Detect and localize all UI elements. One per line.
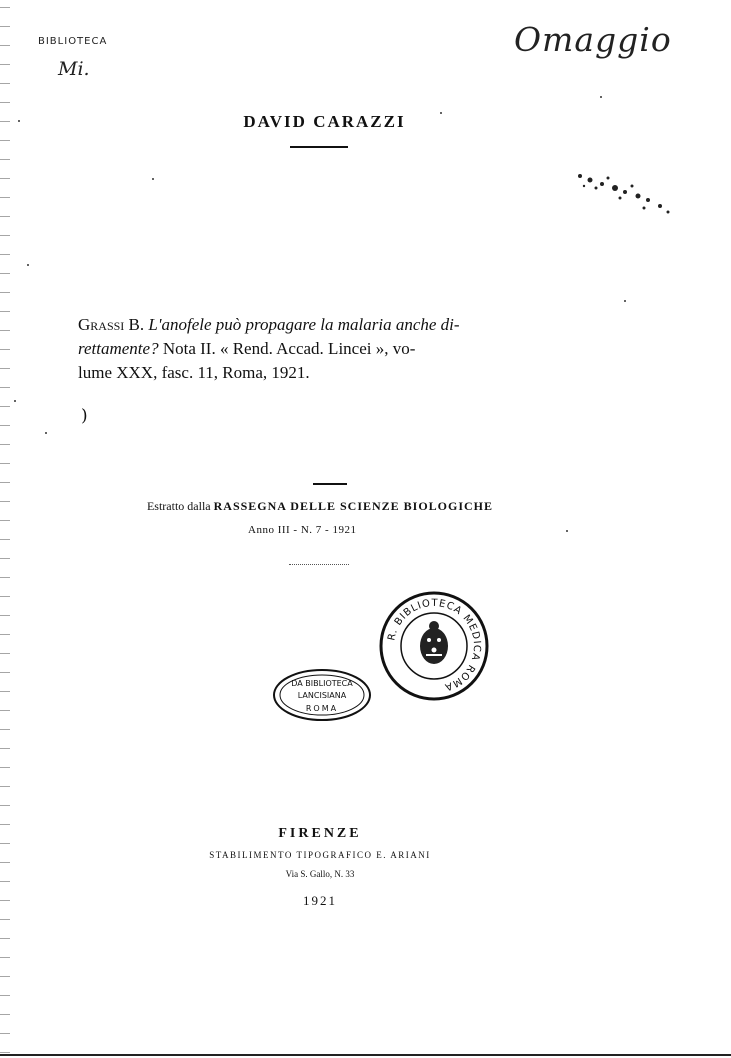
oval-stamp-line-2: LANCISIANA — [297, 691, 347, 700]
journal-issue: Anno III - N. 7 - 1921 — [248, 524, 357, 536]
handwritten-dedication: Omaggio — [514, 20, 672, 59]
library-oval-stamp — [272, 668, 372, 722]
author-divider — [290, 146, 348, 148]
citation-line-3 — [78, 361, 598, 385]
imprint-year: 1921 — [303, 893, 337, 908]
offprint-prefix: Estratto dalla — [146, 499, 211, 513]
library-stamp-label: BIBLIOTECA — [38, 36, 108, 47]
scan-speck — [14, 400, 16, 402]
ink-smudge — [560, 158, 680, 218]
scan-speck — [152, 178, 154, 180]
cited-title-part-1: L'anofele può propagare la malaria anche di- — [148, 315, 460, 334]
citation-line-1 — [78, 313, 598, 337]
scan-speck — [600, 96, 602, 98]
handwritten-shelf-mark: Mi. — [58, 58, 90, 80]
offprint-note — [0, 499, 640, 514]
scan-speck — [27, 264, 29, 266]
margin-mark: ) — [81, 406, 88, 426]
imprint-address: Via S. Gallo, N. 33 — [285, 869, 355, 879]
citation-line-2 — [78, 337, 598, 361]
round-stamp-text: R. BIBLIOTECA MEDICA ROMA — [386, 597, 483, 693]
cited-volume: lume XXX, fasc. 11, Roma, 1921. — [78, 363, 310, 382]
library-round-stamp — [378, 590, 490, 702]
cited-source: Nota II. « Rend. Accad. Lincei », vo- — [162, 339, 416, 358]
reviewed-work-citation — [78, 313, 598, 385]
scan-speck — [45, 432, 47, 434]
oval-stamp-line-3: ROMA — [305, 704, 339, 713]
imprint-city: FIRENZE — [278, 826, 362, 841]
scan-speck — [624, 300, 626, 302]
dotted-rule — [289, 564, 349, 565]
scan-bottom-edge — [0, 1054, 731, 1056]
journal-name: RASSEGNA DELLE SCIENZE BIOLOGICHE — [213, 499, 494, 513]
author-name: DAVID CARAZZI — [243, 112, 406, 131]
imprint-printer: STABILIMENTO TIPOGRAFICO E. ARIANI — [209, 850, 431, 860]
section-divider — [313, 483, 347, 485]
cited-title-part-2: rettamente? — [78, 339, 159, 358]
scan-speck — [566, 530, 568, 532]
oval-stamp-line-1: DA BIBLIOTECA — [291, 679, 353, 688]
cited-author: Grassi B. — [78, 315, 145, 334]
